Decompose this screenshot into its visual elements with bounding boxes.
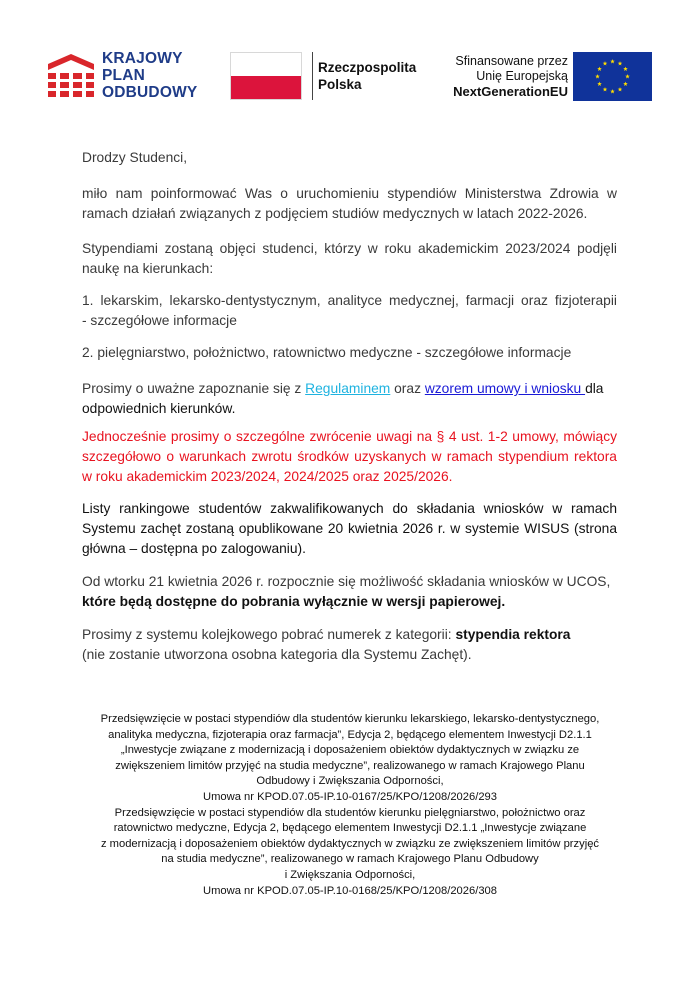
paragraph-regulations-line-2: odpowiednich kierunków.	[82, 401, 236, 416]
list-item-1-line-2: - szczegółowe informacje	[82, 313, 237, 328]
polska-logo-text	[318, 59, 416, 93]
kpo-line-1: KRAJOWY	[102, 50, 183, 67]
paragraph-application-date	[82, 572, 617, 612]
kpo-emblem-icon	[48, 54, 94, 100]
kpo-logo	[48, 50, 198, 102]
paragraph-regulations	[82, 379, 617, 419]
regulations-text-after: dla	[585, 381, 604, 396]
logo-bar	[0, 0, 700, 110]
eu-star-icon	[618, 61, 623, 65]
polska-line-2: Polska	[318, 77, 362, 92]
footer-line: Przedsięwzięcie w postaci stypendiów dla studentów kierunku lekarskiego, lekarsko-dentystycznego,	[100, 713, 600, 725]
footer-line: na studia medyczne”, realizowanego w ramach Krajowego Planu Odbudowy	[161, 853, 539, 866]
list-item-2: 2. pielęgniarstwo, położnictwo, ratownictwo medyczne - szczegółowe informacje	[82, 345, 572, 360]
footer-line: zwiększeniem limitów przyjęć na studia medyczne”, realizowanego w ramach Krajowego Planu	[115, 759, 585, 772]
paragraph-intro	[82, 184, 617, 224]
kpo-line-3: ODBUDOWY	[102, 84, 198, 101]
eu-star-icon	[625, 74, 630, 78]
footer-line: z modernizacją i doposażeniem obiektów dydaktycznych w związku ze zwiększeniem limitów przyjęć	[100, 837, 600, 850]
paragraph-application-line-1: Od wtorku 21 kwietnia 2026 r. rozpocznie się możliwość składania wniosków w UCOS,	[82, 574, 611, 589]
eu-star-icon	[618, 87, 623, 91]
eu-line-2: Unię Europejską	[476, 69, 568, 83]
queue-text-before: Prosimy z systemu kolejkowego pobrać numerek z kategorii:	[82, 627, 456, 642]
polish-flag-icon	[230, 52, 302, 100]
paragraph-warning-line-2: szczegółowo o warunkach zwrotu środków uzyskanych w ramach stypendium rektora	[82, 449, 617, 464]
paragraph-ranking-line-3: główna – dostępna po zalogowaniu).	[82, 541, 306, 556]
paragraph-queue-line-2: (nie zostanie utworzona osobna kategoria dla Systemu Zachęt).	[82, 647, 472, 662]
eu-flag-icon	[573, 52, 652, 101]
paragraph-warning-line-3: w roku akademickim 2023/2024, 2024/2025 oraz 2025/2026.	[82, 469, 453, 484]
regulations-text-middle: oraz	[390, 381, 425, 396]
eu-logo-text	[442, 54, 568, 99]
eu-star-icon	[623, 82, 628, 86]
eu-star-icon	[610, 89, 615, 93]
queue-category: stypendia rektora	[455, 627, 571, 642]
footer-line: Odbudowy i Zwiększania Odporności,	[256, 775, 444, 788]
footer-line: Przedsięwzięcie w postaci stypendiów dla studentów kierunku pielęgniarstwo, położnictwo oraz	[114, 806, 586, 819]
paragraph-warning-line-1: Jednocześnie prosimy o szczególne zwrócenie uwagi na § 4 ust. 1-2 umowy, mówiący	[82, 429, 617, 444]
paragraph-warning	[82, 427, 617, 487]
kpo-logo-text	[102, 50, 197, 101]
footer-line: ratownictwo medyczne, Edycja 2, będącego elementem Inwestycji D2.1.1 „Inwestycje związane	[113, 822, 587, 835]
paragraph-ranking-lists	[82, 499, 617, 559]
footer-line: „Inwestycje związane z modernizacją i doposażeniem obiektów dydaktycznych w związku ze	[120, 744, 580, 757]
eu-star-icon	[595, 74, 600, 78]
paragraph-queue	[82, 625, 617, 665]
funding-footer	[70, 712, 630, 899]
footer-line: analityka medyczna, fizjoterapia oraz farmacja”, Edycja 2, będącego elementem Inwestycji D2.1.1	[108, 728, 592, 741]
paragraph-intro-line-2: ramach działań związanych z podjęciem studiów medycznych w latach 2022-2026.	[82, 206, 588, 221]
eu-star-icon	[597, 82, 602, 86]
eu-line-1: Sfinansowane przez	[455, 54, 568, 68]
kpo-line-2: PLAN	[102, 67, 145, 84]
paragraph-eligibility-line-1: Stypendiami zostaną objęci studenci, którzy w roku akademickim 2023/2024 podjęli	[82, 241, 617, 256]
regulamin-link[interactable]: Regulaminem	[305, 381, 391, 396]
polska-logo	[230, 52, 430, 102]
list-item-1	[82, 291, 617, 331]
eu-star-icon	[597, 67, 602, 71]
eu-star-icon	[603, 87, 608, 91]
footer-line: Umowa nr KPOD.07.05-IP.10-0167/25/KPO/1208/2026/293	[203, 790, 497, 803]
list-item-1-line-1: 1. lekarskim, lekarsko-dentystycznym, analityce medycznej, farmacji oraz fizjoterapii	[82, 293, 617, 308]
paragraph-ranking-line-1: Listy rankingowe studentów zakwalifikowanych do składania wniosków w ramach	[82, 501, 617, 516]
eu-star-icon	[610, 59, 615, 63]
paragraph-eligibility-line-2: naukę na kierunkach:	[82, 261, 214, 276]
logo-divider	[312, 52, 313, 100]
footer-line: Umowa nr KPOD.07.05-IP.10-0168/25/KPO/1208/2026/308	[203, 884, 497, 897]
paragraph-eligibility	[82, 239, 617, 279]
agreement-template-link[interactable]: wzorem umowy i wniosku	[424, 381, 586, 396]
paragraph-ranking-line-2: Systemu zachęt zostaną opublikowane 20 kwietnia 2026 r. w systemie WISUS (strona	[82, 521, 617, 536]
polska-line-1: Rzeczpospolita	[318, 60, 417, 75]
eu-line-3: NextGenerationEU	[453, 84, 568, 99]
paragraph-intro-line-1: miło nam poinformować Was o uruchomieniu stypendiów Ministerstwa Zdrowia w	[82, 186, 617, 201]
paragraph-application-line-2: które będą dostępne do pobrania wyłącznie w wersji papierowej.	[82, 594, 506, 609]
paragraph-queue-line-1	[82, 625, 617, 645]
paragraph-regulations-line-1	[82, 379, 617, 399]
greeting: Drodzy Studenci,	[82, 150, 188, 165]
regulations-text-before: Prosimy o uważne zapoznanie się z	[82, 381, 306, 396]
eu-funding-logo	[442, 52, 657, 102]
footer-line: i Zwiększania Odporności,	[284, 868, 416, 881]
eu-star-icon	[623, 67, 628, 71]
eu-star-icon	[603, 61, 608, 65]
